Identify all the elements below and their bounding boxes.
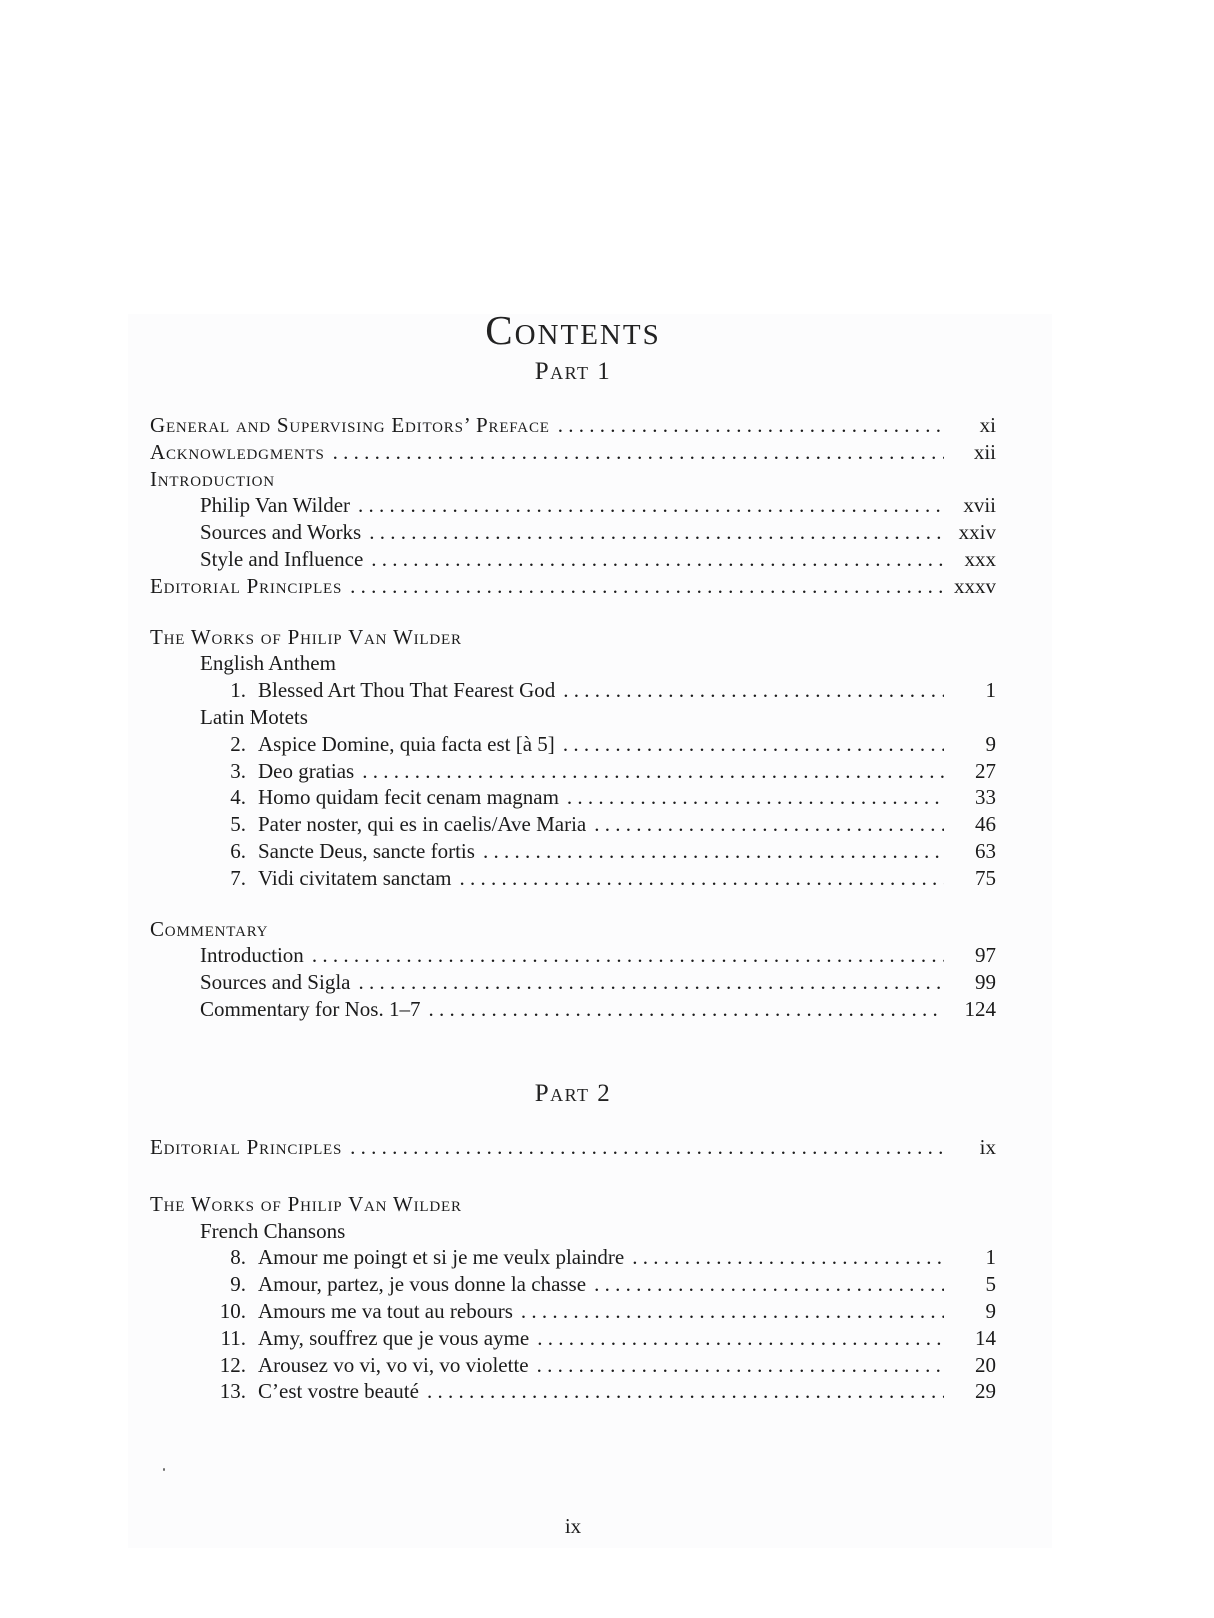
toc-entry [150, 811, 996, 838]
dot-leader [350, 1134, 944, 1161]
toc-entry-label: Amour me poingt et si je me veulx plaindre [258, 1245, 625, 1270]
toc-entry-page: 9 [985, 731, 996, 756]
toc-entry [150, 1325, 996, 1352]
dot-leader [350, 573, 944, 600]
toc-entry-page: 1 [985, 678, 996, 703]
part-2-heading: Part 2 [534, 1080, 612, 1107]
toc-entry-page: xxxv [954, 573, 996, 598]
dot-leader [371, 546, 944, 573]
toc-entry-label: Commentary for Nos. 1–7 [200, 996, 421, 1021]
section-gap [150, 1161, 996, 1191]
toc-entry [150, 1134, 996, 1161]
toc-entry-number: 8. [230, 1245, 246, 1270]
section-gap [150, 892, 996, 916]
dot-leader [312, 942, 944, 969]
toc-entry-label: General and Supervising Editors’ Preface [150, 413, 550, 437]
toc-entry [150, 677, 996, 704]
toc-entry-number: 11. [220, 1325, 246, 1350]
toc-entry [150, 704, 996, 731]
dot-leader [521, 1298, 944, 1325]
toc-entry [150, 758, 996, 785]
toc-entry-page: 33 [975, 785, 996, 810]
toc-entry-page: 46 [975, 812, 996, 837]
toc-entry [150, 838, 996, 865]
toc-part2 [150, 1134, 996, 1405]
toc-entry-page: xi [979, 413, 996, 437]
toc-entry [150, 1218, 996, 1245]
contents-title: Contents [485, 307, 661, 353]
toc-entry-number: 13. [219, 1379, 246, 1404]
toc-entry-page: xvii [963, 493, 996, 518]
toc-entry-page: 20 [975, 1352, 996, 1377]
toc-entry-number: 6. [230, 838, 246, 863]
dot-leader [567, 784, 944, 811]
part-1-heading: Part 1 [534, 358, 612, 385]
toc-entry-page: 63 [975, 838, 996, 863]
toc-entry-label: C’est vostre beauté [258, 1379, 419, 1404]
toc-entry-page: 5 [985, 1272, 996, 1297]
toc-entry [150, 466, 996, 493]
toc-entry [150, 546, 996, 573]
toc-entry [150, 916, 996, 943]
scan-speck [163, 1468, 165, 1471]
toc-entry [150, 1271, 996, 1298]
toc-entry [150, 942, 996, 969]
dot-leader [460, 865, 944, 892]
toc-entry [150, 412, 996, 439]
toc-entry [150, 1378, 996, 1405]
dot-leader [362, 758, 944, 785]
toc-entry-label: French Chansons [200, 1218, 346, 1243]
toc-entry [150, 731, 996, 758]
toc-part1 [150, 412, 996, 1023]
toc-entry-label: Sources and Works [200, 520, 362, 545]
toc-entry-page: 75 [975, 865, 996, 890]
toc-entry-page: 1 [985, 1245, 996, 1270]
toc-entry-number: 1. [230, 678, 246, 703]
dot-leader [358, 969, 944, 996]
toc-entry [150, 1352, 996, 1379]
toc-entry-label: Latin Motets [200, 704, 308, 729]
toc-entry-label: Blessed Art Thou That Fearest God [258, 678, 556, 703]
dot-leader [427, 1378, 944, 1405]
toc-entry-label: Amour, partez, je vous donne la chasse [258, 1272, 587, 1297]
toc-entry-label: Editorial Principles [150, 1135, 343, 1159]
toc-entry [150, 573, 996, 600]
dot-leader [558, 412, 944, 439]
toc-entry-page: 9 [985, 1298, 996, 1323]
toc-entry-page: 27 [975, 758, 996, 783]
dot-leader [563, 677, 944, 704]
toc-entry [150, 969, 996, 996]
toc-entry-label: English Anthem [200, 651, 336, 676]
toc-entry-page: 29 [975, 1379, 996, 1404]
dot-leader [594, 1271, 944, 1298]
dot-leader [369, 519, 944, 546]
toc-entry-page: xxiv [958, 520, 996, 545]
toc-entry [150, 996, 996, 1023]
toc-entry [150, 492, 996, 519]
toc-entry [150, 1244, 996, 1271]
section-gap [150, 600, 996, 624]
toc-entry-number: 4. [230, 785, 246, 810]
dot-leader [563, 731, 944, 758]
dot-leader [594, 811, 944, 838]
toc-entry-label: Sources and Sigla [200, 970, 351, 995]
toc-entry-number: 2. [230, 731, 246, 756]
toc-entry [150, 865, 996, 892]
toc-entry-label: Acknowledgments [150, 439, 325, 464]
page-folio: ix [564, 1514, 582, 1538]
toc-entry-label: Style and Influence [200, 546, 364, 571]
toc-entry-label: Aspice Domine, quia facta est [à 5] [258, 731, 555, 756]
toc-entry-page: ix [979, 1135, 996, 1159]
toc-entry-number: 7. [230, 865, 246, 890]
dot-leader [428, 996, 944, 1023]
toc-entry-label: Editorial Principles [150, 573, 343, 598]
toc-entry-number: 3. [230, 758, 246, 783]
dot-leader [537, 1352, 944, 1379]
toc-entry-label: Philip Van Wilder [200, 493, 351, 518]
toc-entry-label: Vidi civitatem sanctam [258, 865, 452, 890]
toc-entry-page: 14 [975, 1325, 996, 1350]
toc-entry-page: 124 [964, 996, 996, 1021]
toc-entry-label: Arousez vo vi, vo vi, vo violette [258, 1352, 529, 1377]
toc-entry-label: Homo quidam fecit cenam magnam [258, 785, 559, 810]
dot-leader [537, 1325, 944, 1352]
dot-leader [333, 439, 944, 466]
toc-entry-page: xxx [964, 546, 996, 571]
dot-leader [358, 492, 944, 519]
toc-entry [150, 784, 996, 811]
toc-entry [150, 650, 996, 677]
toc-entry [150, 1298, 996, 1325]
toc-entry-page: 97 [975, 943, 996, 968]
toc-entry-page: 99 [975, 970, 996, 995]
toc-entry [150, 439, 996, 466]
toc-entry-label: The Works of Philip Van Wilder [150, 1191, 462, 1216]
toc-entry-label: Introduction [150, 466, 275, 491]
toc-entry-label: Amours me va tout au rebours [258, 1298, 513, 1323]
toc-entry-label: Commentary [150, 916, 269, 941]
toc-entry [150, 1191, 996, 1218]
toc-entry-label: Pater noster, qui es in caelis/Ave Maria [258, 812, 587, 837]
toc-entry-label: Deo gratias [258, 758, 355, 783]
toc-entry-number: 5. [230, 812, 246, 837]
toc-entry-label: Introduction [200, 943, 304, 968]
toc-entry-number: 10. [219, 1298, 246, 1323]
toc-entry-label: Sancte Deus, sancte fortis [258, 838, 475, 863]
dot-leader [632, 1244, 944, 1271]
toc-entry-label: Amy, souffrez que je vous ayme [258, 1325, 530, 1350]
toc-entry-number: 12. [219, 1352, 246, 1377]
toc-entry-page: xii [973, 439, 996, 464]
toc-entry-label: The Works of Philip Van Wilder [150, 624, 462, 649]
toc-entry-number: 9. [230, 1272, 246, 1297]
toc-entry [150, 519, 996, 546]
toc-entry [150, 624, 996, 651]
dot-leader [483, 838, 944, 865]
